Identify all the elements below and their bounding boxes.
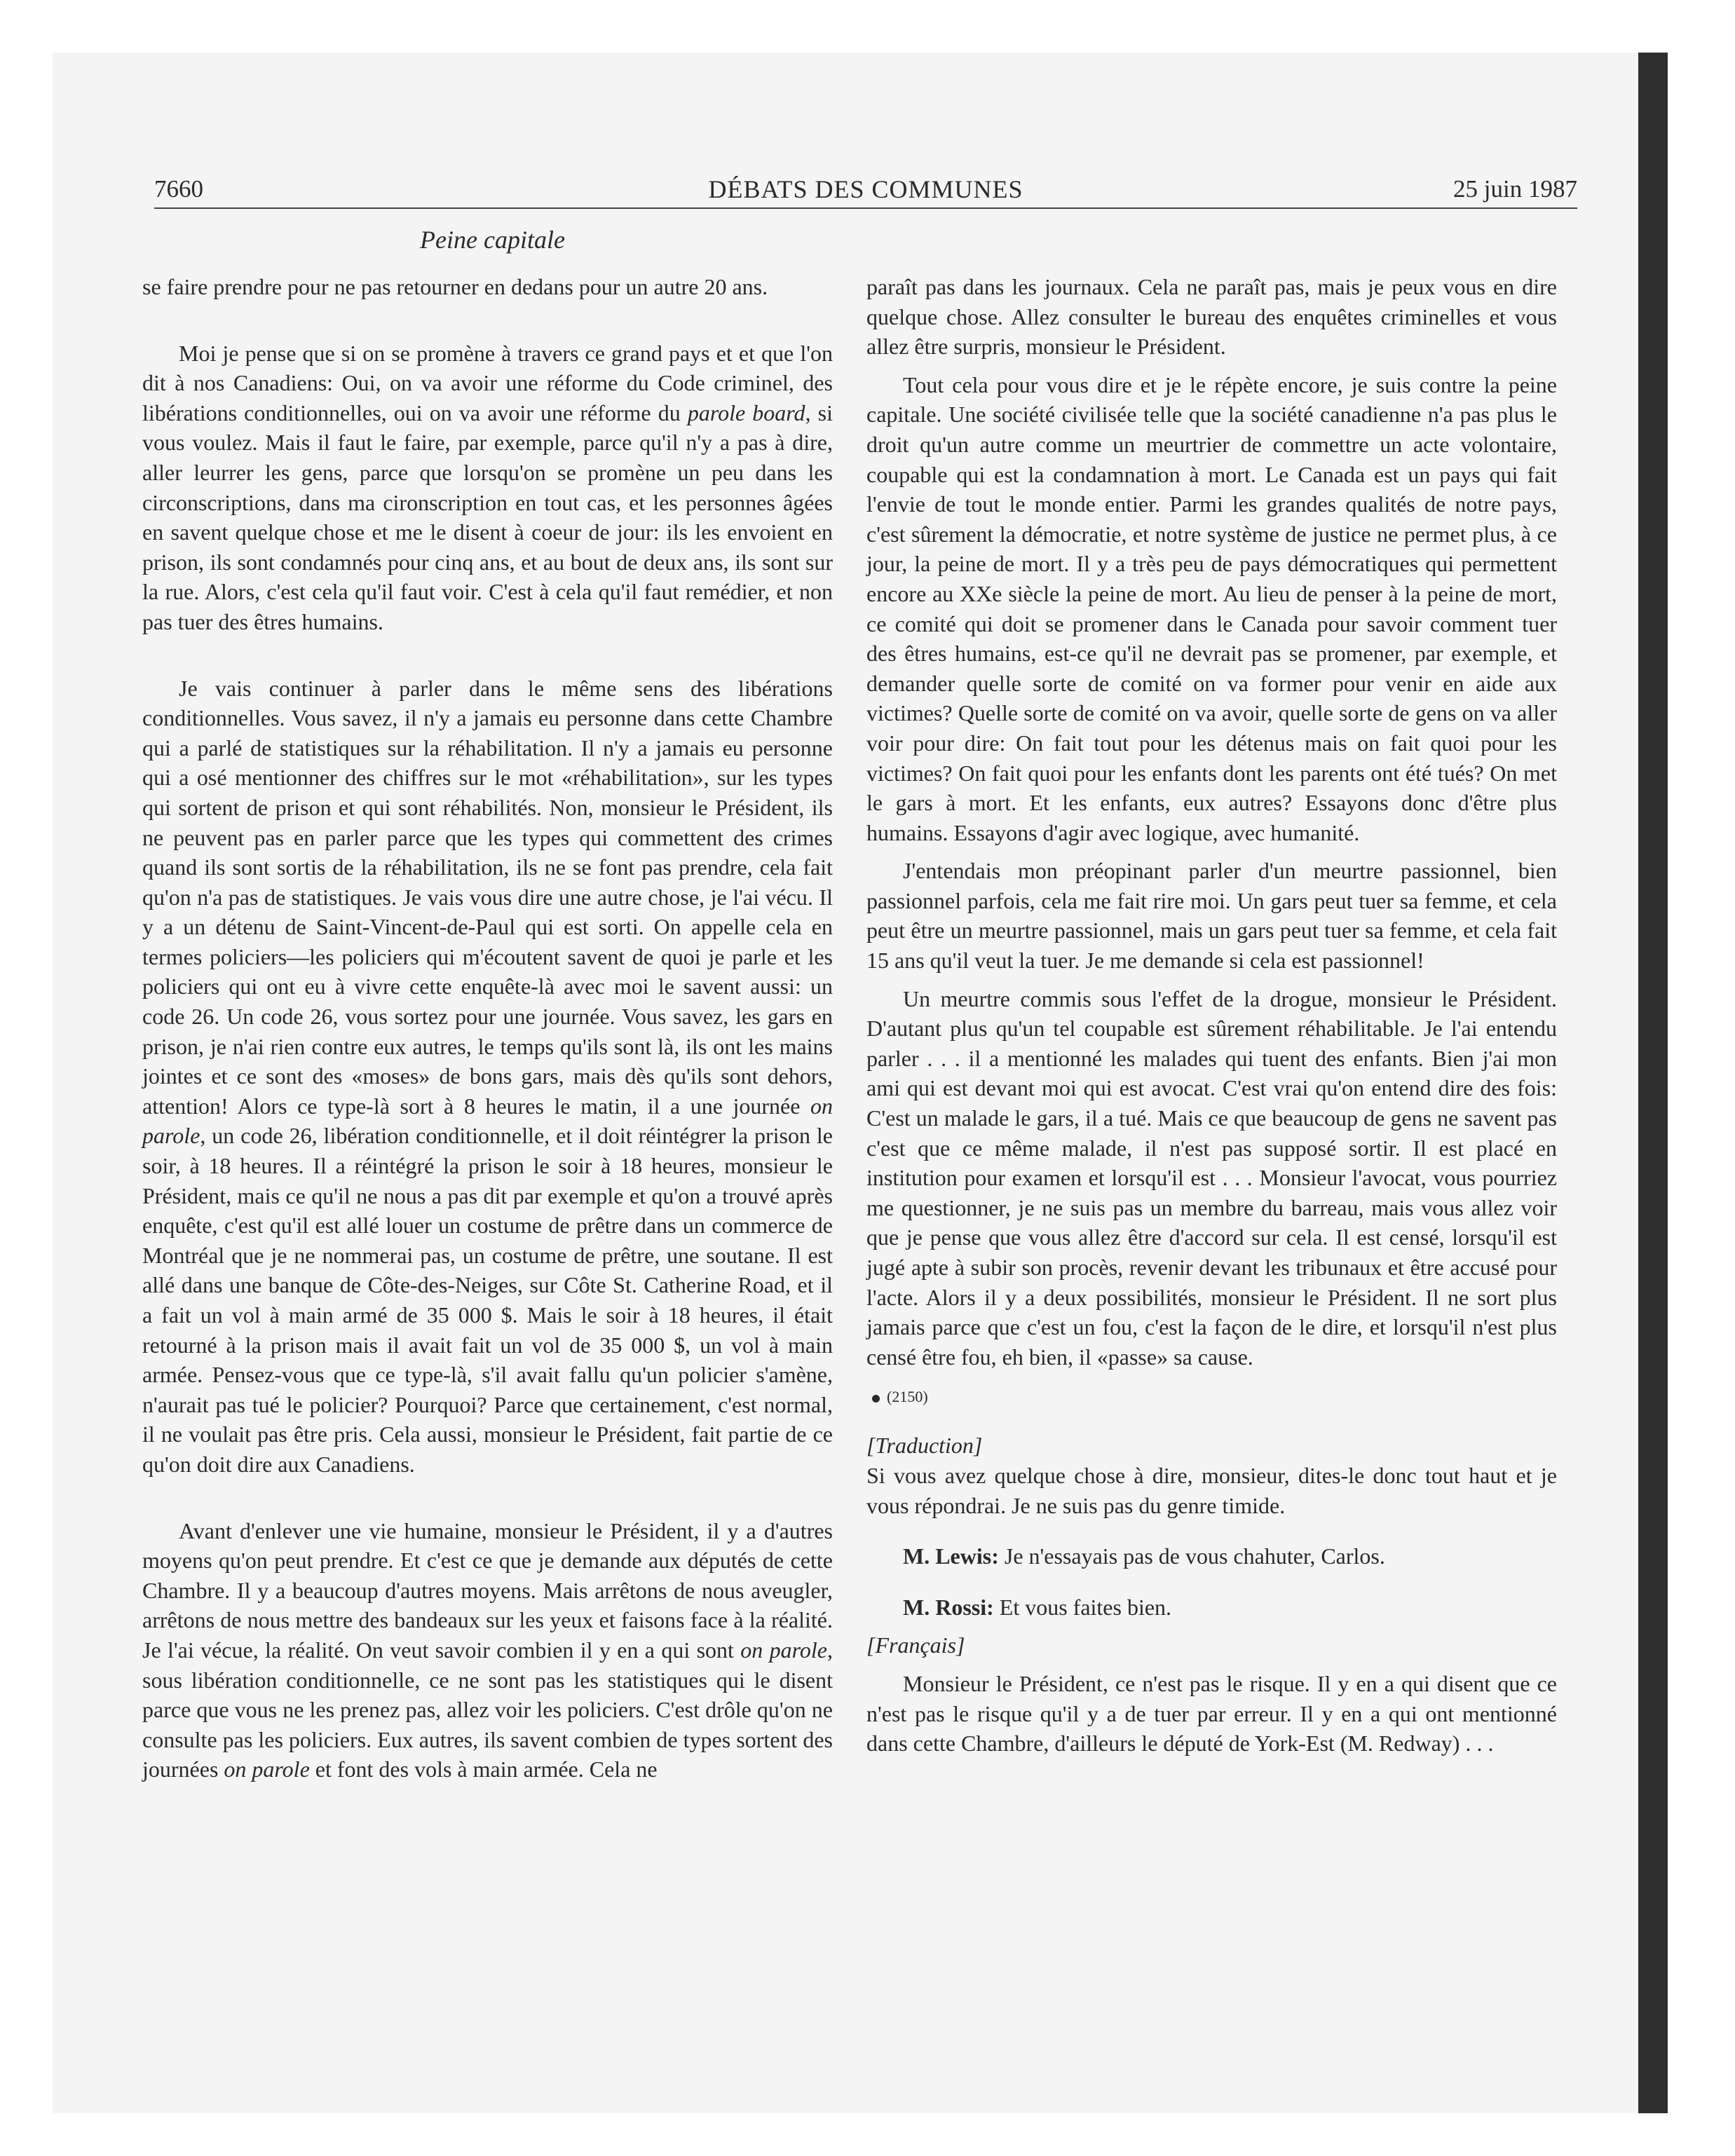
right-column: [866, 272, 1557, 1759]
paragraph: Je vais continuer à parler dans le même sens des libérations conditionnelles. Vous savez, il n'y a jamais eu personne dans cette Chambre qui a parlé de statistiques sur la réhabilitation. Il n'y a jamais eu personne qui a osé mentionner des chiffres sur le mot «réhabilitation», sur les types qui sortent de prison et qui sont réhabilités. Non, monsieur le Président, ils ne peuvent pas en parler parce que les types qui commettent des crimes quand ils sont sortis de la réhabilitation, ils ne se font pas prendre, cela fait qu'on n'a pas de statistiques. Je vais vous dire une autre chose, je l'ai vécu. Il y a un détenu de Saint-Vincent-de-Paul qui est sorti. On appelle cela en termes policiers—les policiers qui m'écoutent savent de quoi je parle et les policiers qui ont eu à vivre cette enquête-là avec moi le savent aussi: un code 26. Un code 26, vous sortez pour une journée. Vous savez, les gars en prison, je n'ai rien contre eux autres, le temps qu'ils sont là, ils ont les mains jointes et ce sont des «moses» de bons gars, mais dès qu'ils sont dehors, attention! Alors ce type-là sort à 8 heures le matin, il a une journée on parole, un code 26, libération conditionnelle, et il doit réintégrer la prison le soir, à 18 heures. Il a réintégré la prison le soir à 18 heures, monsieur le Président, mais ce qu'il ne nous a pas dit par exemple et qu'on a trouvé après enquête, c'est qu'il est allé louer un costume de prêtre dans un commerce de Montréal que je ne nommerai pas, un costume de prêtre, une soutane. Il est allé dans une banque de Côte-des-Neiges, sur Côte St. Catherine Road, et il a fait un vol à main armé de 35 000 $. Mais le soir à 18 heures, il était retourné à la prison mais il avait fait un vol de 35 000 $, un vol à main armée. Pensez-vous que ce type-là, s'il avait fallu qu'un policier s'amène, n'aurait pas tué le policier? Pourquoi? Parce que certainement, c'est normal, il ne voulait pas être pris. Cela aussi, monsieur le Président, fait partie de ce qu'on doit dire aux Canadiens.: [142, 675, 833, 1477]
paragraph: Moi je pense que si on se promène à travers ce grand pays et et que l'on dit à nos Canadiens: Oui, on va avoir une réforme du Code criminel, des libérations conditionnelles, oui on va avoir une réforme du parole board, si vous voulez. Mais il faut le faire, par exemple, parce qu'il n'y a pas à dire, aller leurrer les gens, parce que lorsqu'on se promène un peu dans les circonscriptions, dans ma cironscription en tout cas, et les personnes âgées en savent quelque chose et me le disent à coeur de jour: ils les envoient en prison, ils sont condamnés pour cinq ans, et au bout de deux ans, ils sont sur la rue. Alors, c'est cela qu'il faut voir. C'est à cela qu'il faut remédier, et non pas tuer des êtres humains.: [142, 340, 834, 634]
section-label-francais: [Français]: [866, 1632, 965, 1658]
page-date: 25 juin 1987: [1453, 175, 1577, 203]
page-header: [154, 174, 1577, 209]
speech-lewis: M. Lewis: Je n'essayais pas de vous chahuter, Carlos.: [903, 1543, 1385, 1569]
time-marker: (2150): [866, 1384, 1557, 1410]
left-column: [142, 272, 833, 1785]
paragraph: Si vous avez quelque chose à dire, monsieur, dites-le donc tout haut et je vous répondrai. Je ne suis pas du genre timide.: [866, 1462, 1557, 1518]
speech-rossi: M. Rossi: Et vous faites bien.: [903, 1594, 1172, 1620]
paragraph: J'entendais mon préopinant parler d'un meurtre passionnel, bien passionnel parfois, cela me fait rire moi. Un gars peut tuer sa femme, et cela peut être un meurtre passionnel, mais un gars peut tuer sa femme, et cela fait 15 ans qu'il veut la tuer. Je me demande si cela est passionnel!: [866, 858, 1557, 974]
paragraph: se faire prendre pour ne pas retourner en dedans pour un autre 20 ans.: [142, 274, 768, 299]
section-label-traduction: [Traduction]: [866, 1433, 983, 1459]
page-number: 7660: [154, 175, 203, 203]
paragraph: Un meurtre commis sous l'effet de la drogue, monsieur le Président. D'autant plus qu'un tel coupable est sûrement réhabilitable. Je l'ai entendu parler . . . il a mentionné les malades qui tuent des enfants. Bien j'ai mon ami qui est devant moi qui est avocat. C'est vrai qu'on entend dire des fois: C'est un malade le gars, il a tué. Mais ce que beaucoup de gens ne savent pas c'est que ce même malade, il n'est pas supposé sortir. Il est placé en institution pour examen et lorsqu'il est . . . Monsieur l'avocat, vous pourriez me questionner, je ne suis pas un membre du barreau, mais vous allez voir que je pense que vous allez être d'accord sur cela. Il est censé, lorsqu'il est jugé apte à subir son procès, revenir devant les tribunaux et être accusé pour l'acte. Alors il y a deux possibilités, monsieur le Président. Il ne sort plus jamais parce que c'est un fou, c'est la façon de le dire, et lorsqu'il n'est plus censé être fou, eh bien, il «passe» sa cause.: [866, 985, 1557, 1370]
scan-edge-shadow: [1638, 53, 1668, 2113]
paragraph: paraît pas dans les journaux. Cela ne paraît pas, mais je peux vous en dire quelque chose. Allez consulter le bureau des enquêtes criminelles et vous allez être surpris, monsieur le Président.: [866, 274, 1557, 360]
bullet-icon: [872, 1395, 880, 1403]
paragraph: Tout cela pour vous dire et je le répète encore, je suis contre la peine capitale. Une société civilisée telle que la société canadienne n'a pas plus le droit qu'un autre comme un meurtrier de commettre un acte volontaire, coupable qui est la condamnation à mort. Le Canada est un pays qui fait l'envie de tout le monde entier. Parmi les grandes qualités de notre pays, c'est sûrement la démocratie, et notre système de justice ne permet plus, à ce jour, la peine de mort. Il y a très peu de pays démocratiques qui permettent encore au XXe siècle la peine de mort. Au lieu de penser à la peine de mort, ce comité qui doit se promener dans le Canada pour savoir comment tuer des êtres humains, est-ce qu'il ne devrait pas se promener, par exemple, et demander quelle sorte de comité on va former pour venir en aide aux victimes? Quelle sorte de comité on va avoir, quelle sorte de gens on va aller voir pour dire: On fait tout pour les détenus mais on fait quoi pour les victimes? On fait quoi pour les enfants dont les parents ont été tués? On met le gars à mort. Et les enfants, eux autres? Essayons donc d'être plus humains. Essayons d'agir avec logique, avec humanité.: [866, 371, 1557, 845]
paragraph: Monsieur le Président, ce n'est pas le risque. Il y en a qui disent que ce n'est pas le risque qu'il y a de tuer par erreur. Il y en a qui ont mentionné dans cette Chambre, d'ailleurs le député de York-Est (M. Redway) . . .: [866, 1670, 1557, 1756]
running-head: Peine capitale: [420, 226, 565, 254]
paragraph: Avant d'enlever une vie humaine, monsieur le Président, il y a d'autres moyens qu'on peut prendre. Et c'est ce que je demande aux députés de cette Chambre. Il y a beaucoup d'autres moyens. Mais arrêtons de nous aveugler, arrêtons de nous mettre des bandeaux sur les yeux et faisons face à la réalité. Je l'ai vécue, la réalité. On veut savoir combien il y en a qui sont on parole, sous libération conditionnelle, ce ne sont pas les statistiques qui le disent parce que vous ne les prenez pas, allez voir les policiers. C'est drôle qu'on ne consulte pas les policiers. Eux autres, ils savent combien de types sortent des journées on parole et font des vols à main armée. Cela ne: [142, 1517, 834, 1782]
speaker-name: M. Lewis:: [903, 1543, 999, 1569]
journal-title: DÉBATS DES COMMUNES: [708, 175, 1023, 203]
speaker-name: M. Rossi:: [903, 1594, 994, 1620]
